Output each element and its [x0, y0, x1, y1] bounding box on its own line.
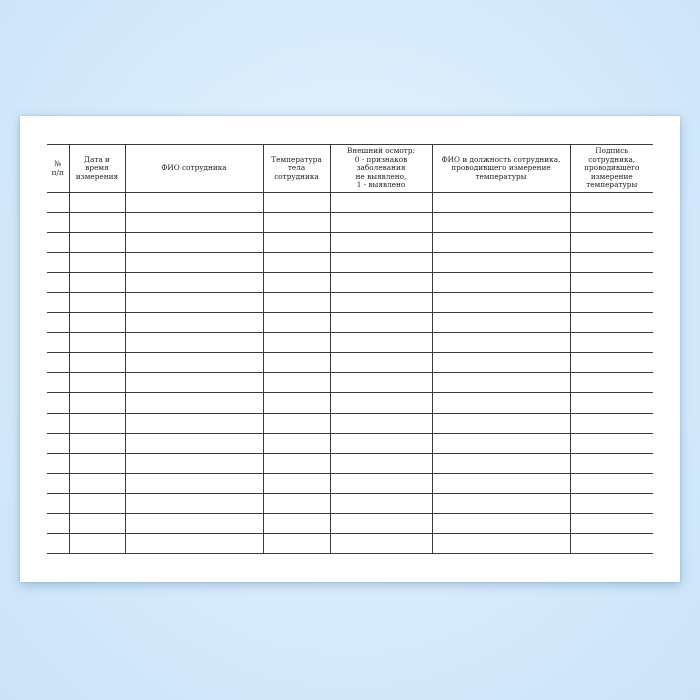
table-row: [47, 193, 653, 213]
table-row: [47, 233, 653, 253]
table-cell: [125, 533, 263, 553]
table-cell: [125, 473, 263, 493]
table-cell: [69, 413, 125, 433]
table-cell: [330, 433, 432, 453]
table-cell: [47, 273, 69, 293]
table-cell: [263, 433, 330, 453]
table-cell: [330, 273, 432, 293]
table-cell: [263, 413, 330, 433]
table-cell: [263, 453, 330, 473]
table-cell: [125, 233, 263, 253]
table-cell: [330, 333, 432, 353]
table-cell: [69, 493, 125, 513]
table-cell: [69, 453, 125, 473]
table-cell: [330, 493, 432, 513]
table-row: [47, 433, 653, 453]
table-cell: [47, 193, 69, 213]
table-cell: [330, 373, 432, 393]
table-cell: [125, 353, 263, 373]
table-cell: [432, 513, 570, 533]
table-cell: [263, 513, 330, 533]
table-cell: [570, 373, 653, 393]
table-cell: [432, 273, 570, 293]
table-row: [47, 253, 653, 273]
table-cell: [432, 353, 570, 373]
table-cell: [125, 413, 263, 433]
table-row: [47, 313, 653, 333]
table-cell: [125, 193, 263, 213]
table-cell: [432, 413, 570, 433]
table-cell: [570, 313, 653, 333]
table-cell: [570, 273, 653, 293]
table-cell: [570, 333, 653, 353]
table-cell: [125, 213, 263, 233]
temperature-log-table: [47, 144, 653, 554]
table-cell: [432, 293, 570, 313]
table-cell: [432, 213, 570, 233]
table-cell: [125, 293, 263, 313]
table-cell: [432, 373, 570, 393]
table-cell: [330, 313, 432, 333]
table-cell: [69, 393, 125, 413]
table-cell: [47, 373, 69, 393]
table-cell: [47, 533, 69, 553]
table-cell: [47, 293, 69, 313]
table-cell: [69, 373, 125, 393]
table-cell: [570, 533, 653, 553]
table-cell: [570, 253, 653, 273]
table-cell: [330, 413, 432, 433]
table-cell: [47, 453, 69, 473]
table-cell: [330, 453, 432, 473]
table-cell: [570, 233, 653, 253]
table-cell: [69, 273, 125, 293]
table-cell: [263, 233, 330, 253]
table-cell: [432, 473, 570, 493]
table-cell: [330, 473, 432, 493]
table-cell: [125, 393, 263, 413]
table-cell: [125, 453, 263, 473]
table-cell: [47, 513, 69, 533]
table-cell: [263, 293, 330, 313]
table-cell: [47, 353, 69, 373]
table-cell: [432, 433, 570, 453]
table-cell: [69, 193, 125, 213]
table-cell: [47, 473, 69, 493]
table-cell: [125, 373, 263, 393]
table-cell: [47, 333, 69, 353]
table-cell: [330, 253, 432, 273]
table-cell: [570, 453, 653, 473]
table-cell: [330, 513, 432, 533]
table-cell: [432, 493, 570, 513]
table-cell: [330, 533, 432, 553]
table-cell: [330, 353, 432, 373]
table-cell: [570, 393, 653, 413]
table-cell: [125, 493, 263, 513]
form-sheet: [20, 116, 680, 582]
table-cell: [263, 313, 330, 333]
table-cell: [69, 533, 125, 553]
table-cell: [69, 333, 125, 353]
table-row: [47, 513, 653, 533]
table-cell: [69, 513, 125, 533]
table-row: [47, 413, 653, 433]
table-cell: [69, 233, 125, 253]
table-cell: [47, 213, 69, 233]
table-cell: [263, 193, 330, 213]
table-row: [47, 393, 653, 413]
table-row: [47, 493, 653, 513]
table-cell: [432, 533, 570, 553]
table-cell: [432, 333, 570, 353]
table-cell: [47, 253, 69, 273]
col-datetime-header: Дата и время измерения: [69, 145, 125, 193]
table-cell: [570, 513, 653, 533]
table-cell: [69, 353, 125, 373]
table-cell: [330, 193, 432, 213]
table-cell: [125, 333, 263, 353]
table-row: [47, 273, 653, 293]
table-cell: [330, 213, 432, 233]
table-cell: [263, 273, 330, 293]
table-row: [47, 213, 653, 233]
table-cell: [263, 493, 330, 513]
table-cell: [330, 393, 432, 413]
table-cell: [570, 413, 653, 433]
table-row: [47, 373, 653, 393]
table-cell: [432, 393, 570, 413]
table-cell: [432, 233, 570, 253]
table-cell: [125, 273, 263, 293]
table-cell: [69, 253, 125, 273]
table-cell: [125, 433, 263, 453]
table-cell: [570, 193, 653, 213]
table-cell: [47, 433, 69, 453]
table-row: [47, 353, 653, 373]
table-cell: [263, 333, 330, 353]
table-cell: [432, 313, 570, 333]
table-row: [47, 473, 653, 493]
table-cell: [263, 393, 330, 413]
table-cell: [47, 233, 69, 253]
table-cell: [570, 433, 653, 453]
table-cell: [570, 213, 653, 233]
table-cell: [47, 393, 69, 413]
col-inspection-header: Внешний осмотр: 0 - признаков заболевания не выявлено, 1 - выявлено: [330, 145, 432, 193]
table-cell: [330, 293, 432, 313]
table-cell: [125, 313, 263, 333]
table-cell: [69, 473, 125, 493]
table-cell: [125, 513, 263, 533]
table-cell: [263, 253, 330, 273]
table-cell: [263, 353, 330, 373]
table-cell: [570, 293, 653, 313]
table-cell: [432, 253, 570, 273]
col-temperature-header: Температура тела сотрудника: [263, 145, 330, 193]
table-cell: [432, 193, 570, 213]
table-cell: [69, 433, 125, 453]
header-row: [47, 145, 653, 193]
table-cell: [69, 293, 125, 313]
table-cell: [47, 493, 69, 513]
table-cell: [69, 213, 125, 233]
table-row: [47, 453, 653, 473]
table-cell: [570, 473, 653, 493]
col-signature-header: Подпись сотрудника, проводившего измерение температуры: [570, 145, 653, 193]
table-row: [47, 293, 653, 313]
table-cell: [263, 533, 330, 553]
table-cell: [570, 493, 653, 513]
table-cell: [47, 313, 69, 333]
table-row: [47, 333, 653, 353]
table-cell: [570, 353, 653, 373]
table-cell: [263, 473, 330, 493]
table-cell: [125, 253, 263, 273]
table-cell: [263, 373, 330, 393]
table-cell: [330, 233, 432, 253]
table-cell: [263, 213, 330, 233]
col-inspector-header: ФИО и должность сотрудника, проводившего измерение температуры: [432, 145, 570, 193]
table-row: [47, 533, 653, 553]
col-employee-name-header: ФИО сотрудника: [125, 145, 263, 193]
table-cell: [69, 313, 125, 333]
table-body: [47, 193, 653, 554]
col-number-header: № п/п: [47, 145, 69, 193]
table-cell: [432, 453, 570, 473]
table-cell: [47, 413, 69, 433]
